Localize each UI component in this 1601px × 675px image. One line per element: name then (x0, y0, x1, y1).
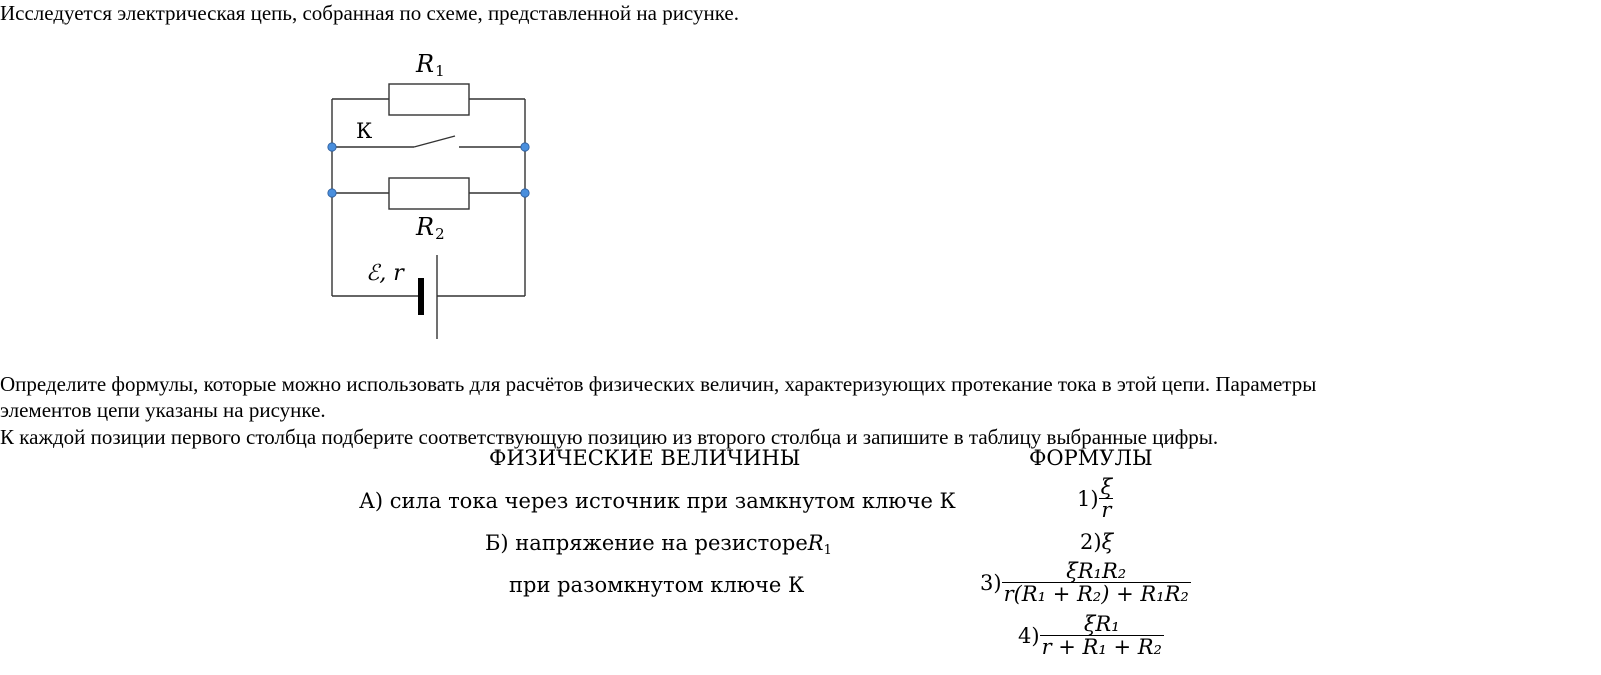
switch-label: К (356, 119, 373, 143)
quantity-a: А) сила тока через источник при замкнутом ключе К (359, 489, 956, 513)
task-line-1: Определите формулы, которые можно использовать для расчётов физических величин, характеризующих протекание тока в этой цепи. Параметры (0, 372, 1317, 396)
node-left-top (328, 143, 336, 151)
circuit-diagram (320, 42, 560, 352)
resistor-r1 (389, 84, 469, 115)
svg-text:R2: R2 (416, 213, 445, 243)
formula-1: 1) $\frac{\xi}{r}$ (1077, 475, 1113, 522)
node-right-bottom (521, 189, 529, 197)
node-right-top (521, 143, 529, 151)
resistor-r2 (389, 178, 469, 209)
svg-text:R1: R1 (416, 50, 445, 80)
quantities-header: ФИЗИЧЕСКИЕ ВЕЛИЧИНЫ (489, 446, 801, 470)
quantity-b: Б) напряжение на резистореR$_1$ (485, 531, 832, 558)
intro-text: Исследуется электрическая цепь, собранная по схеме, представленной на рисунке. (0, 1, 739, 25)
task-line-3: К каждой позиции первого столбца подберите соответствующую позицию из второго столбца и запишите в таблицу выбранные цифры. (0, 425, 1219, 449)
node-left-bottom (328, 189, 336, 197)
r1-label: R (416, 50, 435, 78)
quantity-b-continued: при разомкнутом ключе К (509, 573, 805, 597)
formula-3: 3) $\frac{\text{ξR₁R₂}}{\text{r(R₁ + R₂) + R₁R₂}}$ (980, 559, 1189, 606)
formula-2: 2) ξ (1080, 530, 1114, 554)
formulas-header: ФОРМУЛЫ (1029, 446, 1153, 470)
source-label: ℰ, r (366, 261, 404, 286)
battery-negative-plate (418, 278, 424, 315)
r2-label: R (416, 213, 435, 241)
formula-4: 4) $\frac{\text{ξR₁}}{\text{r + R₁ + R₂}}$ (1018, 612, 1162, 659)
task-line-2: элементов цепи указаны на рисунке. (0, 398, 326, 422)
